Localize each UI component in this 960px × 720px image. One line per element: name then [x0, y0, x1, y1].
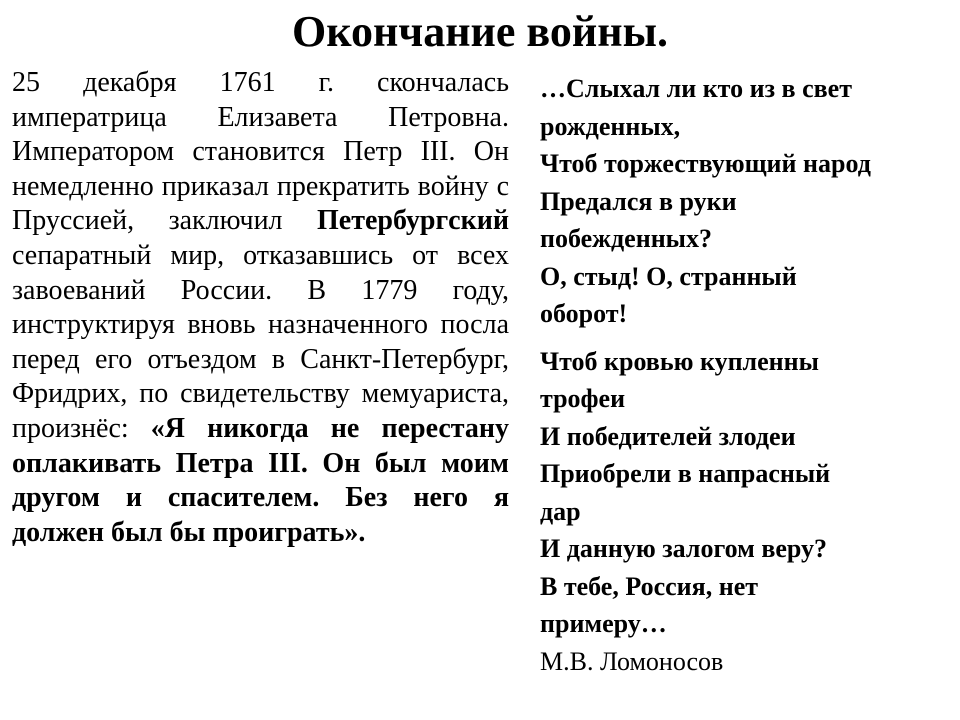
poem-author: М.В. Ломоносов	[540, 646, 724, 676]
poem-line: Предался в руки	[540, 186, 737, 216]
history-text-middle: сепаратный мир, отказавшись от всех завоеваний России. В 1779 году, инструктируя вновь назначенного посла перед его отъездом в Санкт-Петербург, Фридрих, по свидетельству мемуариста, произнёс:	[12, 239, 509, 444]
poem-line: О, стыд! О, странный	[540, 261, 797, 291]
poem-line: И победителей злодеи	[540, 421, 796, 451]
poem-line: Чтоб кровью купленны	[540, 346, 819, 376]
poem-line: трофеи	[540, 384, 626, 413]
history-text-intro: 25 декабря 1761 г. скончалась императрица Елизавета Петровна. Императором становится Петр III. Он немедленно приказал прекратить войну с Пруссией, заключил	[12, 67, 509, 237]
poem-line: …Слыхал ли кто из в свет	[540, 74, 852, 103]
history-text	[12, 66, 509, 550]
poem-line: Приобрели в напрасный	[540, 459, 831, 488]
slide-title: Окончание войны.	[292, 7, 668, 56]
poem	[540, 70, 960, 680]
poem-line: побежденных?	[540, 224, 712, 253]
poem-line: И данную залогом веру?	[540, 534, 828, 563]
poem-line: Чтоб торжествующий народ	[540, 149, 871, 178]
poem-line: оборот!	[540, 299, 628, 328]
poem-line: примеру…	[540, 609, 667, 638]
treaty-name: Петербургский	[316, 205, 509, 237]
poem-line: дар	[540, 496, 581, 526]
poem-line: рожденных,	[540, 111, 681, 141]
poem-line: В тебе, Россия, нет	[540, 571, 759, 601]
frederick-quote: «Я никогда не перестану оплакивать Петра III. Он был моим другом и спасителем. Без него я должен был бы проиграть».	[12, 412, 509, 548]
